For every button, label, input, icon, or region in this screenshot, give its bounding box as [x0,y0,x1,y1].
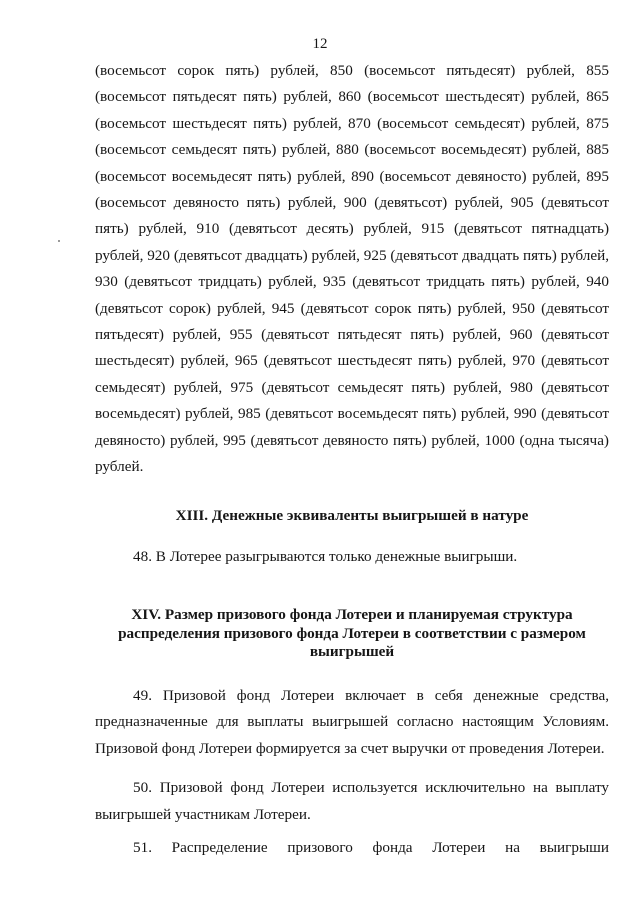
page-number: 12 [312,36,328,52]
section-14-title-line-1: XIV. Размер призового фонда Лотереи и планируемая структура [131,606,573,624]
scan-mark [58,240,60,242]
spacer [95,481,609,507]
spacer [95,662,609,683]
spacer [95,525,609,544]
section-14-title [95,606,609,662]
spacer [95,828,609,835]
paragraph-49: 49. Призовой фонд Лотереи включает в себя денежные средства, предназначенные для выплаты выигрышей согласно настоящим Условиям. Призовой фонд Лотереи формируется за счет выручки от проведения Лотереи. [95,686,609,757]
section-14-title-line-3: выигрышей [309,643,395,661]
paragraph-50: 50. Призовой фонд Лотереи используется исключительно на выплату выигрышей участникам Лотереи. [95,779,609,823]
continuation-paragraph: (восемьсот сорок пять) рублей, 850 (восемьсот пятьдесят) рублей, 855 (восемьсот пятьдесят пять) рублей, 860 (восемьсот шестьдесят) рублей, 865 (восемьсот шестьдесят пять) рублей, 870 (восемьсот семьдесят) рублей, 875 (восемьсот семьдесят пять) рублей, 880 (восемьсот восемьдесят) рублей, 885 (восемьсот восемьдесят пять) рублей, 890 (восемьсот девяносто) рублей, 895 (восемьсот девяносто пять) рублей, 900 (девятьсот) рублей, 905 (девятьсот пять) рублей, 910 (девятьсот десять) рублей, 915 (девятьсот пятнадцать) рублей, 920 (девятьсот двадцать) рублей, 925 (девятьсот двадцать пять) рублей, 930 (девятьсот тридцать) рублей, 935 (девятьсот тридцать пять) рублей, 940 (девятьсот сорок) рублей, 945 (девятьсот сорок пять) рублей, 950 (девятьсот пятьдесят) рублей, 955 (девятьсот пятьдесят пять) рублей, 960 (девятьсот шестьдесят) рублей, 965 (девятьсот шестьдесят пять) рублей, 970 (девятьсот семьдесят) рублей, 975 (девятьсот семьдесят пять) рублей, 980 (девятьсот восемьдесят) рублей, 985 (девятьсот восемьдесят пять) рублей, 990 (девятьсот девяносто) рублей, 995 (девятьсот девяносто пять) рублей, 1000 (одна тысяча) рублей. [95,62,609,476]
spacer [95,762,609,775]
document-body [95,58,609,861]
spacer [95,570,609,606]
section-14-title-line-2: распределения призового фонда Лотереи в соответствии с размером [118,624,586,642]
paragraph-48: 48. В Лотерее разыгрываются только денежные выигрыши. [133,548,518,565]
section-13-title: XIII. Денежные эквиваленты выигрышей в натуре [175,506,529,524]
paragraph-51: 51. Распределение призового фонда Лотереи на выигрыши [133,838,609,856]
